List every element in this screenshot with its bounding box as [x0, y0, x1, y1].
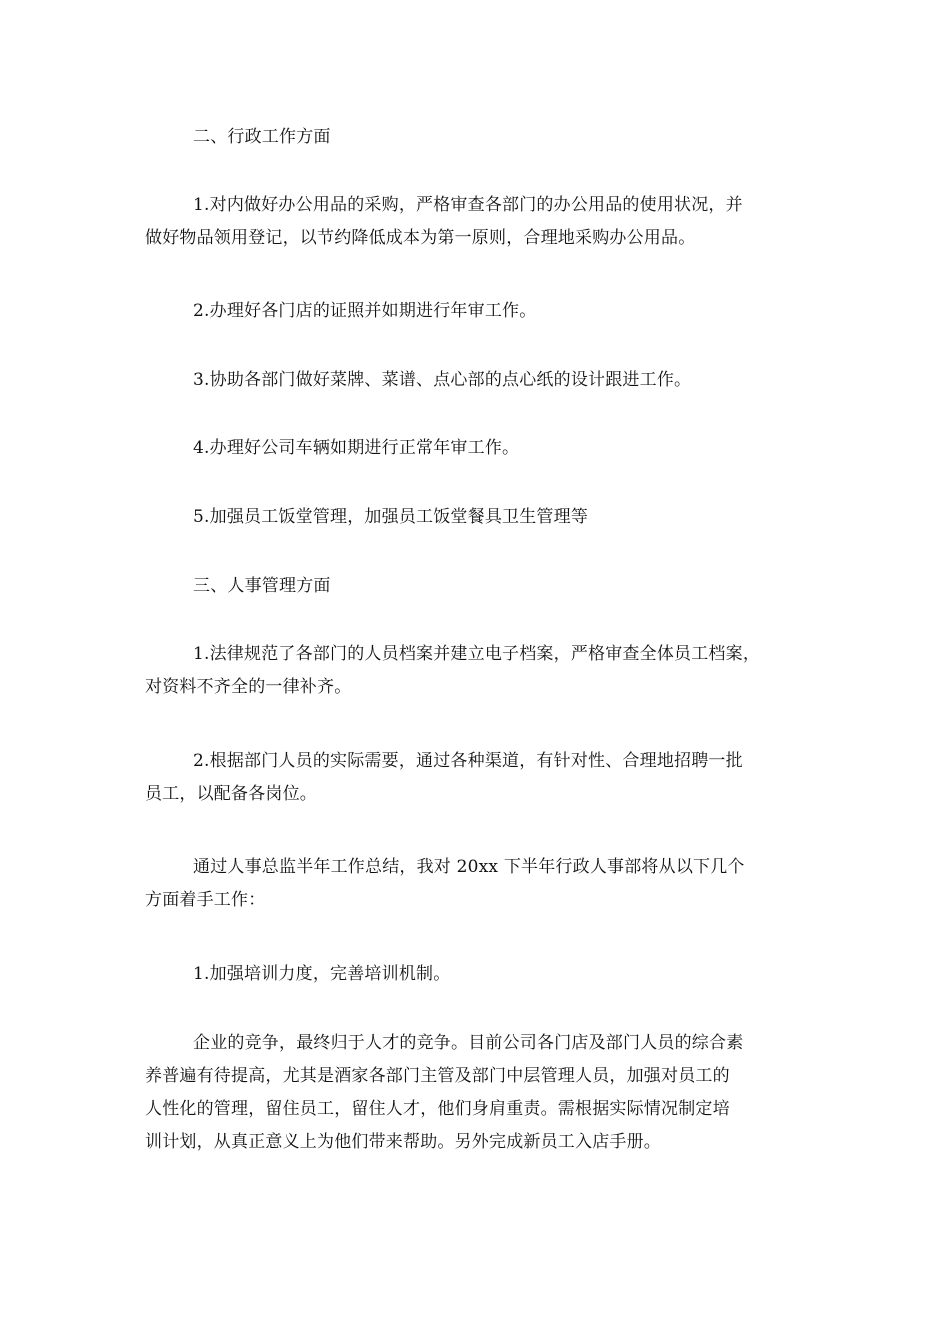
paragraph-admin-item-3	[145, 364, 825, 397]
text-line: 三、人事管理方面	[193, 576, 331, 596]
text-line: 训计划，从真正意义上为他们带来帮助。另外完成新员工入店手册。	[145, 1132, 661, 1152]
text-line: 4.办理好公司车辆如期进行正常年审工作。	[193, 438, 520, 458]
text-line: 企业的竞争，最终归于人才的竞争。目前公司各门店及部门人员的综合素	[193, 1033, 744, 1053]
paragraph-summary-intro	[145, 851, 825, 917]
text-line: 员工，以配备各岗位。	[145, 784, 317, 804]
text-line: 养普遍有待提高，尤其是酒家各部门主管及部门中层管理人员，加强对员工的	[145, 1066, 730, 1086]
section-heading-administration	[145, 121, 825, 154]
paragraph-admin-item-1	[145, 189, 825, 255]
paragraph-admin-item-4	[145, 432, 825, 465]
paragraph-training-item-1	[145, 958, 825, 991]
text-line: 3.协助各部门做好菜牌、菜谱、点心部的点心纸的设计跟进工作。	[193, 370, 692, 390]
text-line: 5.加强员工饭堂管理，加强员工饭堂餐具卫生管理等	[193, 507, 589, 527]
text-line: 对资料不齐全的一律补齐。	[145, 677, 352, 697]
paragraph-training-detail	[145, 1027, 825, 1159]
text-line: 二、行政工作方面	[193, 127, 331, 147]
text-line: 1.对内做好办公用品的采购，严格审查各部门的办公用品的使用状况，并	[193, 195, 743, 215]
paragraph-admin-item-2	[145, 295, 825, 328]
text-line: 做好物品领用登记，以节约降低成本为第一原则，合理地采购办公用品。	[145, 228, 696, 248]
paragraph-admin-item-5	[145, 501, 825, 534]
paragraph-personnel-item-1	[145, 638, 825, 704]
paragraph-personnel-item-2	[145, 745, 825, 811]
text-line: 人性化的管理，留住员工，留住人才，他们身肩重责。需根据实际情况制定培	[145, 1099, 730, 1119]
text-line: 2.根据部门人员的实际需要，通过各种渠道，有针对性、合理地招聘一批	[193, 751, 743, 771]
text-line: 1.加强培训力度，完善培训机制。	[193, 964, 451, 984]
text-line: 2.办理好各门店的证照并如期进行年审工作。	[193, 301, 537, 321]
text-line: 1.法律规范了各部门的人员档案并建立电子档案，严格审查全体员工档案，	[193, 644, 761, 664]
text-line: 通过人事总监半年工作总结，我对 20xx 下半年行政人事部将从以下几个	[193, 857, 745, 877]
text-line: 方面着手工作：	[145, 890, 266, 910]
section-heading-personnel	[145, 570, 825, 603]
